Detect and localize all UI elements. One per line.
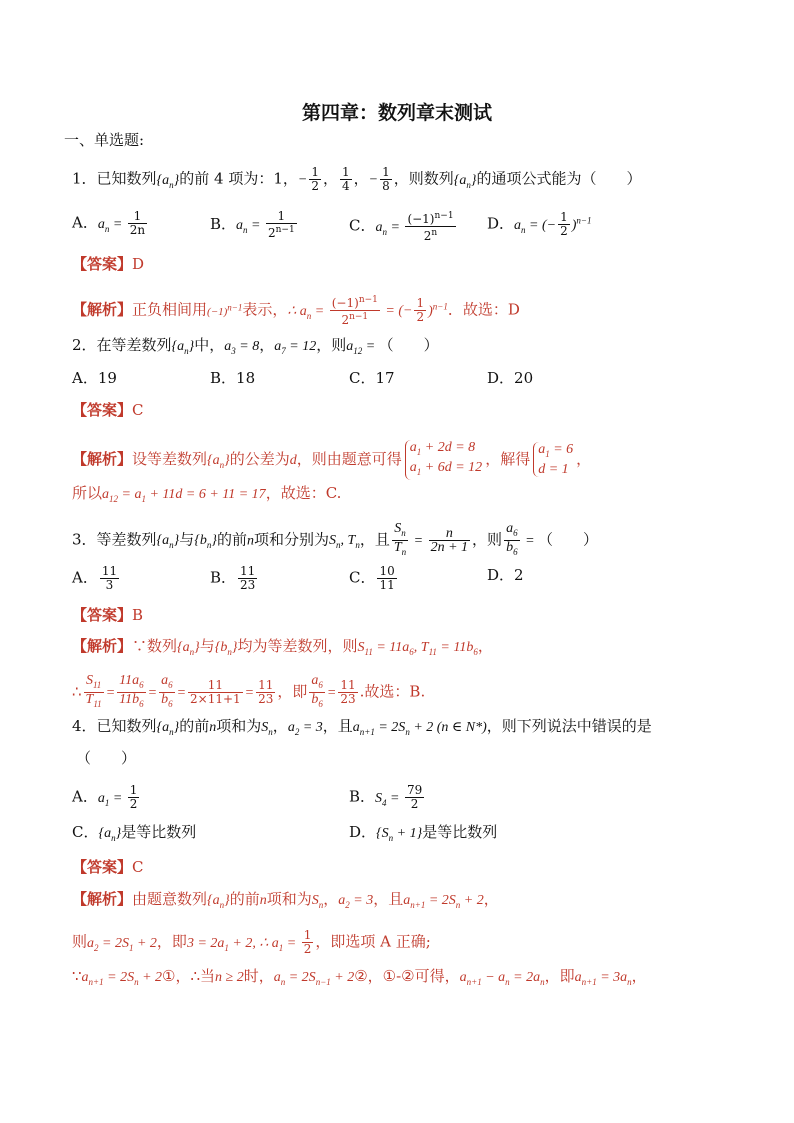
question-1-option-b: B．$a_n$ = $\frac{1}{2^{n-1}}$: [210, 209, 295, 240]
question-1-option-c: C．$a_n$ = $\frac{(-1)^{n-1}}{2^n}$: [349, 211, 454, 243]
question-1-option-d: D．$a_n$ = (− $\frac{1}{2}$ )$^{n-1}$: [487, 210, 592, 239]
question-4-option-d: D．$\{S_n + 1\}$是等比数列: [349, 823, 498, 843]
question-4-stem: 4．已知数列$\{a_n\}$的前n项和为$S_n$，$a_2 = 3$，且$a_{n+1} = 2S_n + 2$ (n ∈ N*)，则下列说法中错误的是: [72, 717, 652, 737]
question-4-analysis-line3: $\because a_{n+1} = 2S_n$ + 2①，∴当n ≥ 2时，$a_n = 2S_{n-1}$ + 2②，①-②可得，$a_{n+1} - a_n = 2a_n$，即$a_{n+1} = 3a_n$，: [72, 967, 647, 987]
question-2-option-a: A．19: [72, 369, 117, 387]
question-1-option-a: A．$a_n$ = $\frac{1}{2n}$: [72, 209, 146, 237]
question-2-analysis-line2: 所以$a_{12} = a_1 + 11d = 6 + 11 = 17$，故选：C.: [72, 484, 342, 504]
question-1-answer: 【答案】D: [72, 255, 145, 273]
question-4-paren: （ ）: [76, 749, 137, 767]
question-3-option-c: C． $\frac{10}{11}$: [349, 564, 395, 592]
question-2-option-c: C．17: [349, 369, 395, 387]
question-2-answer: 【答案】C: [72, 401, 144, 419]
question-4-option-a: A．$a_1$ = $\frac{1}{2}$: [72, 783, 138, 811]
question-3-analysis: 【解析】∵数列$\{a_n\}$与$\{b_n\}$均为等差数列，则$S_{11} = 11a_6$, $T_{11} = 11b_6$，: [72, 637, 493, 657]
question-3-option-a: A． $\frac{11}{3}$: [72, 564, 118, 592]
question-4-analysis-line2: 则$a_2 = 2S_1 + 2$，即$3 = 2a_1 + 2$, ∴ $a_1$ = $\frac{1}{2}$ ，即选项 A 正确;: [72, 928, 431, 956]
question-4-answer: 【答案】C: [72, 858, 144, 876]
question-2-option-b: B．18: [210, 369, 256, 387]
question-4-option-c: C．$\{a_n\}$是等比数列: [72, 823, 197, 843]
question-4-analysis: 【解析】由题意数列$\{a_n\}$的前n项和为$S_n$，$a_2 = 3$，且$a_{n+1} = 2S_n + 2$，: [72, 890, 499, 910]
section-heading: 一、单选题:: [64, 131, 145, 149]
question-3-stem: 3．等差数列$\{a_n\}$与$\{b_n\}$的前n项和分别为$S_n$, $T_n$，且 $\frac{S_n}{T_n}$ = $\frac{n}{2n + 1}$ ，则 $\frac{a_6}{b_6}$ = （ ）: [72, 521, 599, 557]
question-3-option-d: D．2: [487, 566, 524, 584]
question-3-answer: 【答案】B: [72, 606, 144, 624]
question-2-option-d: D．20: [487, 369, 534, 387]
question-2-stem: 2．在等差数列$\{a_n\}$中，$a_3 = 8$，$a_7 = 12$，则$a_{12}$ = （ ）: [72, 336, 439, 356]
page-title: 第四章：数列章末测试: [301, 102, 492, 124]
question-1-stem: 1．已知数列$\{a_n\}$的前 4 项为：1，− $\frac{1}{2}$ ， $\frac{1}{4}$ ，− $\frac{1}{8}$ ，则数列$\{a_n\}$的通项公式能为（ ）: [72, 165, 642, 193]
question-2-analysis: 【解析】设等差数列$\{a_n\}$的公差为d，则由题意可得$a_1 + 2d = 8$ $a_1 + 6d = 12$ ，解得 $a_1 = 6$ d = 1，: [72, 440, 591, 480]
question-4-option-b: B．$S_4$ = $\frac{79}{2}$: [349, 783, 423, 811]
question-1-analysis: 【解析】正负相间用$(-1)^{n-1}$表示，∴ $a_n$ = $\frac{(-1)^{n-1}}{2^{n-1}}$ = (− $\frac{1}{2}$ )$^{n-1}$．故选：D: [72, 295, 520, 327]
question-3-option-b: B． $\frac{11}{23}$: [210, 564, 256, 592]
question-3-analysis-line2: ∴ $\frac{S_{11}}{T_{11}}$ = $\frac{11a_6}{11b_6}$ = $\frac{a_6}{b_6}$ = $\frac{11}{2\times 11+1}$ = $\frac{11}{23}$ ，即 $\frac{a_6}{b_6}$ = $\frac{11}{23}$ .故选：B.: [72, 673, 426, 709]
